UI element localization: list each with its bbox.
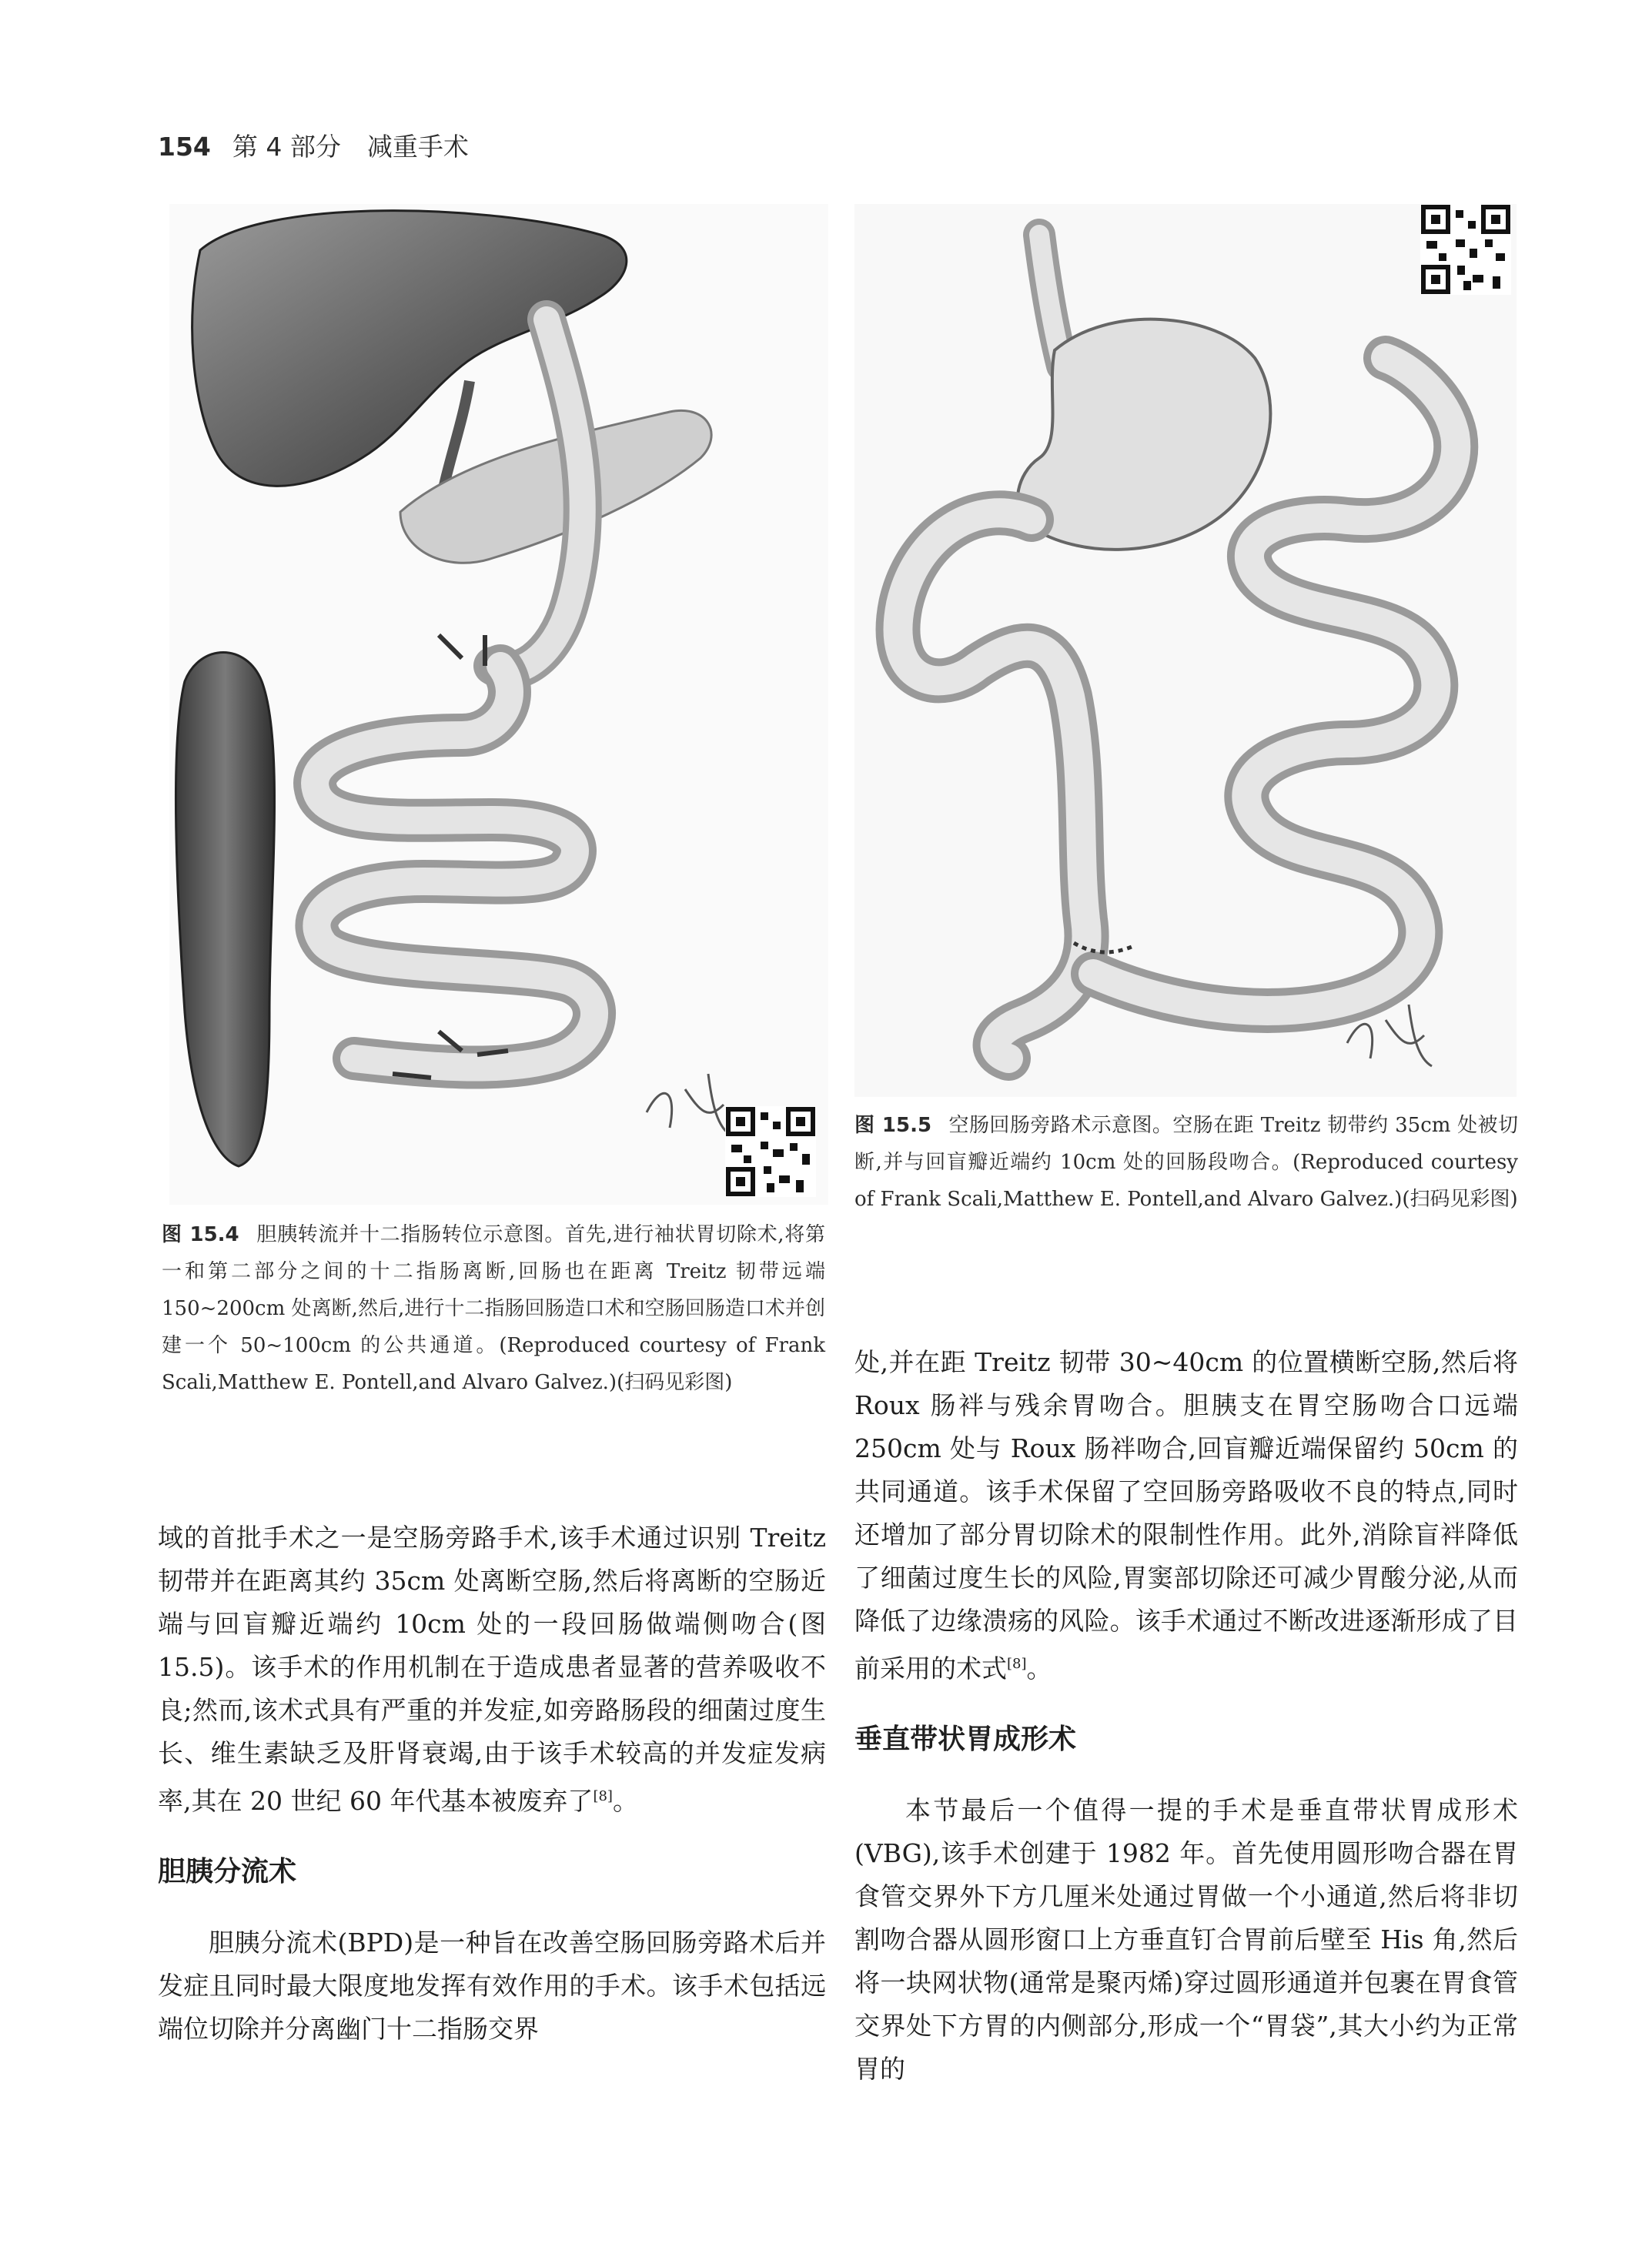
body-paragraph: 处,并在距 Treitz 韧带 30~40cm 的位置横断空肠,然后将 Roux 肠袢与残余胃吻合。胆胰支在胃空肠吻合口远端 250cm 处与 Roux 肠袢吻合,回盲瓣近端保留约 50cm 的共同通道。该手术保留了空回肠旁路吸收不良的特点,同时还增加了部分胃切除术的限制性作用。此外,消除盲袢降低了细菌过度生长的风险,胃窦部切除还可减少胃酸分泌,从而降低了边缘溃疡的风险。该手术通过不断改进逐渐形成了目前采用的术式[8]。 — [854, 1347, 1518, 1684]
part-label: 第 4 部分 — [232, 132, 341, 162]
part-title: 减重手术 — [366, 132, 469, 162]
page-number: 154 — [158, 132, 211, 162]
body-paragraph: 胆胰分流术(BPD)是一种旨在改善空肠回肠旁路术后并发症且同时最大限度地发挥有效作用的手术。该手术包括远端位切除并分离幽门十二指肠交界 — [158, 1928, 826, 2044]
pancreas-shape — [400, 410, 711, 563]
bpd-ds-drawing — [169, 204, 828, 1205]
caption-text: 胆胰转流并十二指肠转位示意图。首先,进行袖状胃切除术,将第一和第二部分之间的十二指肠离断,回肠也在距离 Treitz 韧带远端 150~200cm 处离断,然后,进行十二指肠回肠造口术和空肠回肠造口术并创建一个 50~100cm 的公共通道。(Reproduced courtesy of Frank Scali,Matthew E. Pontell,and Alvaro Galvez.)(扫码见彩图) — [162, 1223, 825, 1394]
body-paragraph: 域的首批手术之一是空肠旁路手术,该手术通过识别 Treitz 韧带并在距离其约 35cm 处离断空肠,然后将离断的空肠近端与回盲瓣近端约 10cm 处的一段回肠做端侧吻合(图 15.5)。该手术的作用机制在于造成患者显著的营养吸收不良;然而,该术式具有严重的并发症,如旁路肠段的细菌过度生长、维生素缺乏及肝肾衰竭,由于该手术较高的并发症发病率,其在 20 世纪 60 年代基本被废弃了[8]。 — [158, 1523, 826, 1816]
jejunoileal-bypass-drawing — [854, 204, 1517, 1097]
caption-text: 空肠回肠旁路术示意图。空肠在距 Treitz 韧带约 35cm 处被切断,并与回盲瓣近端约 10cm 处的回肠段吻合。(Reproduced courtesy of Frank Scali,Matthew E. Pontell,and Alvaro Galvez.)(扫码见彩图) — [854, 1114, 1518, 1211]
figure-15-5-illustration — [854, 204, 1517, 1097]
colon-shape — [176, 653, 274, 1167]
stomach-shape — [1018, 319, 1271, 550]
citation-ref: [8] — [593, 1788, 613, 1804]
left-body-column — [158, 1516, 826, 2051]
figure-label: 图 15.4 — [162, 1223, 239, 1246]
qr-code-icon — [725, 1106, 816, 1197]
qr-code-icon — [1420, 204, 1511, 295]
right-body-column — [854, 1341, 1518, 2091]
body-paragraph: 本节最后一个值得一提的手术是垂直带状胃成形术(VBG),该手术创建于 1982 年。首先使用圆形吻合器在胃食管交界外下方几厘米处通过胃做一个小通道,然后将非切割吻合器从圆形窗口上方垂直钉合胃前后壁至 His 角,然后将一块网状物(通常是聚丙烯)穿过圆形通道并包裹在胃食管交界处下方胃的内侧部分,形成一个“胃袋”,其大小约为正常胃的 — [854, 1795, 1518, 2084]
figure-15-4-caption — [162, 1216, 825, 1401]
citation-ref: [8] — [1007, 1656, 1027, 1672]
running-header — [158, 127, 469, 163]
figure-15-5-caption — [854, 1107, 1518, 1218]
figure-label: 图 15.5 — [854, 1114, 932, 1137]
section-heading-bpd: 胆胰分流术 — [158, 1856, 297, 1888]
figure-15-4-illustration — [169, 204, 828, 1205]
artist-signature — [647, 1074, 731, 1135]
section-heading-vbg: 垂直带状胃成形术 — [854, 1724, 1077, 1755]
small-intestine-loops — [898, 513, 1086, 1058]
